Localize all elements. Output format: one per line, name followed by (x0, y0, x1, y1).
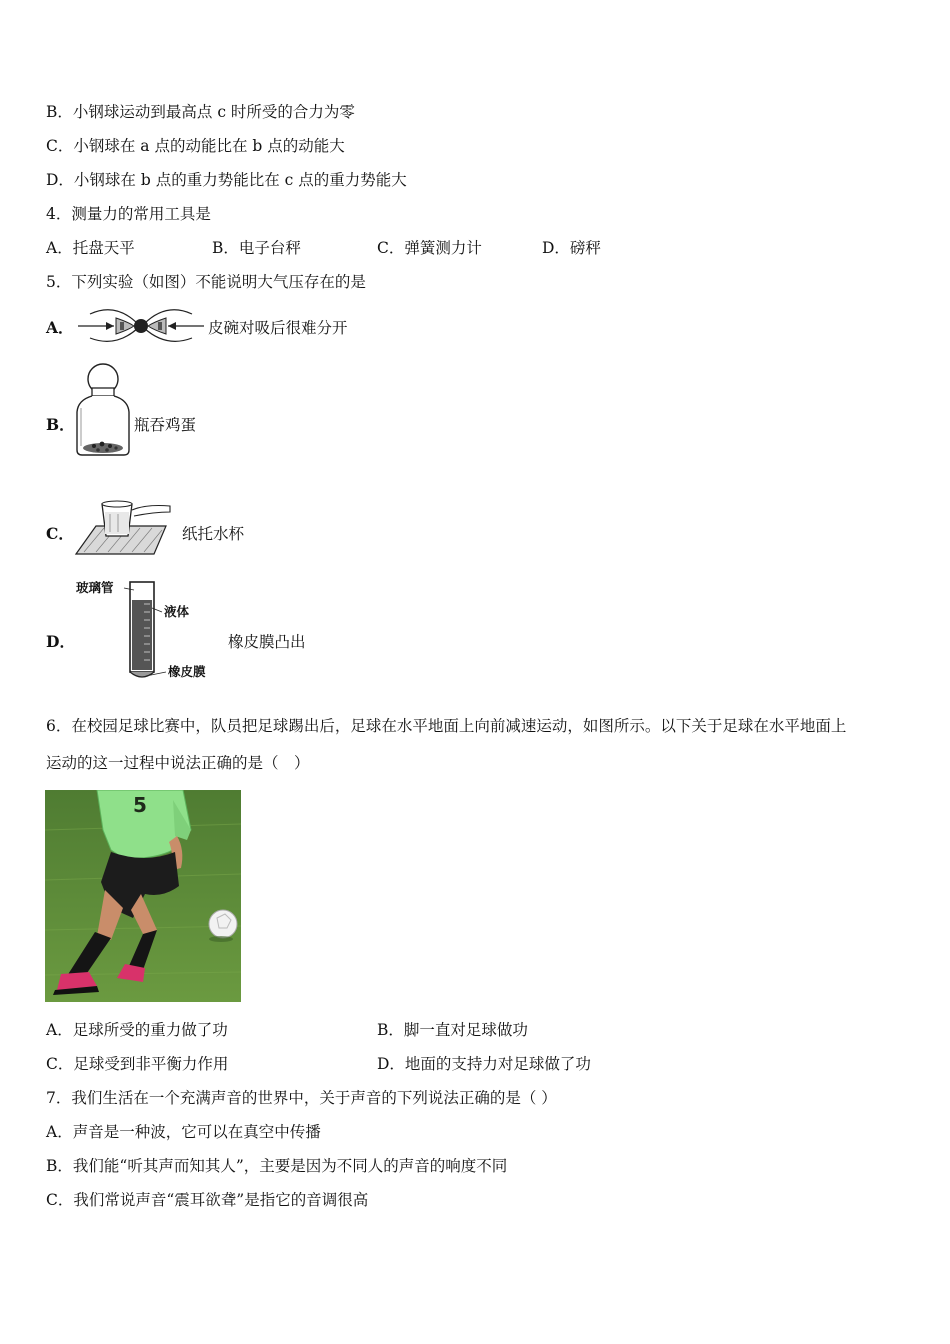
q5-option-b-caption: 瓶吞鸡蛋 (134, 416, 197, 434)
q5-option-c-caption: 纸托水杯 (182, 525, 245, 543)
q7-stem: 7．我们生活在一个充满声音的世界中，关于声音的下列说法正确的是（ ） (46, 1089, 557, 1107)
q4-option-d: D．磅秤 (542, 239, 601, 257)
q5-option-c-label: C． (46, 524, 74, 543)
q6-option-d: D．地面的支持力对足球做了功 (377, 1055, 591, 1073)
bottle-egg-figure (72, 362, 134, 458)
q5-option-d-label: D． (46, 632, 75, 651)
q5-option-d-caption: 橡皮膜凸出 (228, 633, 306, 651)
q6-option-b: B．脚一直对足球做功 (377, 1021, 528, 1039)
q6-stem-line1: 6．在校园足球比赛中，队员把足球踢出后，足球在水平地面上向前减速运动，如图所示。以下关于足球在水平地面上 (46, 717, 847, 735)
tube-label-liquid: 液体 (164, 604, 190, 619)
q3-option-d: D．小钢球在 b 点的重力势能比在 c 点的重力势能大 (46, 171, 407, 189)
q3-option-b: B．小钢球运动到最高点 c 时所受的合力为零 (46, 103, 355, 121)
jersey-number: 5 (133, 793, 147, 817)
tube-label-membrane: 橡皮膜 (168, 664, 206, 679)
q7-option-c: C．我们常说声音“震耳欲聋”是指它的音调很高 (46, 1191, 369, 1209)
q4-stem: 4．测量力的常用工具是 (46, 205, 211, 223)
q6-stem-line2: 运动的这一过程中说法正确的是（ ） (46, 754, 310, 772)
q6-option-c: C．足球受到非平衡力作用 (46, 1055, 229, 1073)
q5-option-a-label: A． (46, 318, 74, 337)
suction-cups-figure (76, 302, 206, 348)
q4-option-a: A．托盘天平 (46, 239, 135, 257)
q4-option-b: B．电子台秤 (212, 239, 301, 257)
football-photo (45, 790, 241, 1002)
q7-option-a: A．声音是一种波，它可以在真空中传播 (46, 1123, 321, 1141)
tube-label-glass: 玻璃管 (76, 580, 114, 595)
paper-cup-figure (74, 496, 174, 558)
q6-option-a: A．足球所受的重力做了功 (46, 1021, 228, 1039)
q5-option-b-label: B． (46, 415, 75, 434)
q5-stem: 5．下列实验（如图）不能说明大气压存在的是 (46, 273, 366, 291)
q4-option-c: C．弹簧测力计 (377, 239, 482, 257)
q3-option-c: C．小钢球在 a 点的动能比在 b 点的动能大 (46, 137, 345, 155)
q5-option-a-caption: 皮碗对吸后很难分开 (208, 319, 348, 337)
q7-option-b: B．我们能“听其声而知其人”，主要是因为不同人的声音的响度不同 (46, 1157, 508, 1175)
